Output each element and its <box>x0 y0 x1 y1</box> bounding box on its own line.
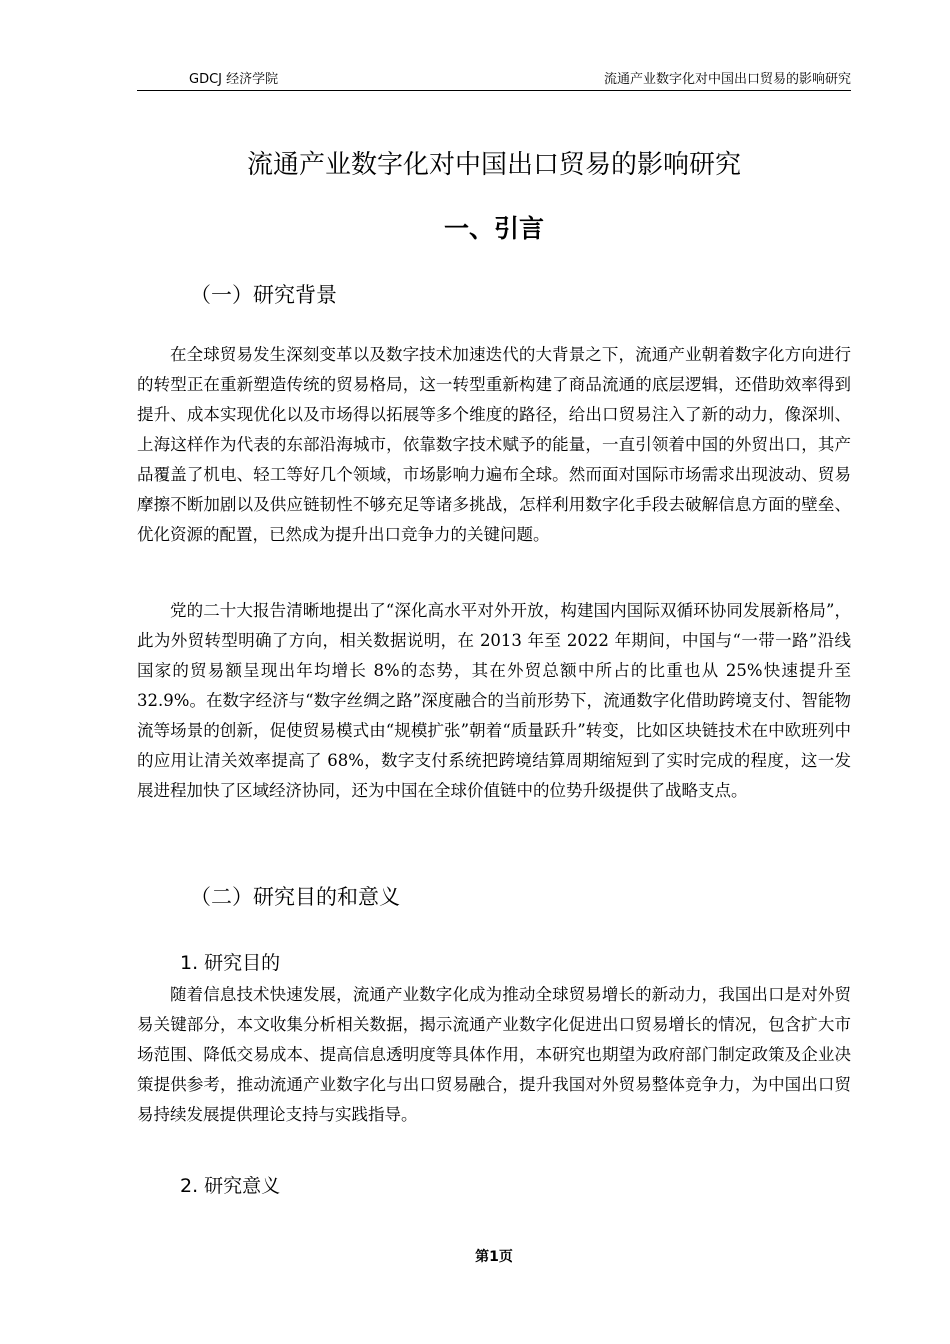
document-title: 流通产业数字化对中国出口贸易的影响研究 <box>246 150 741 180</box>
subsection-heading-purpose: 1. 研究目的 <box>180 952 281 974</box>
paragraph-background-1: 在全球贸易发生深刻变革以及数字技术加速迭代的大背景之下，流通产业朝着数字化方向进行的转型正在重新塑造传统的贸易格局，这一转型重新构建了商品流通的底层逻辑，还借助效率得到提升、成本实现优化以及市场得以拓展等多个维度的路径，给出口贸易注入了新的动力，像深圳、上海这样作为代表的东部沿海城市，依靠数字技术赋予的能量，一直引领着中国的外贸出口，其产品覆盖了机电、轻工等好几个领域，市场影响力遍布全球。然而面对国际市场需求出现波动、贸易摩擦不断加剧以及供应链韧性不够充足等诸多挑战，怎样利用数字化手段去破解信息方面的壁垒、优化资源的配置，已然成为提升出口竞争力的关键问题。 <box>137 345 851 544</box>
section-heading-purpose: （二）研究目的和意义 <box>190 885 400 909</box>
paragraph-background-2: 党的二十大报告清晰地提出了“深化高水平对外开放，构建国内国际双循环协同发展新格局”，此为外贸转型明确了方向，相关数据说明，在 2013 年至 2022 年期间，中国与“一带一路”沿线国家的贸易额呈现出年均增长 8%的态势，其在外贸总额中所占的比重也从 25%快速提升至 32.9%。在数字经济与“数字丝绸之路”深度融合的当前形势下，流通数字化借助跨境支付、智能物流等场景的创新，促使贸易模式由“规模扩张”朝着“质量跃升”转变，比如区块链技术在中欧班列中的应用让清关效率提高了 68%，数字支付系统把跨境结算周期缩短到了实时完成的程度，这一发展进程加快了区域经济协同，还为中国在全球价值链中的位势升级提供了战略支点。 <box>137 601 851 800</box>
header-institution: GDCJ 经济学院 <box>189 72 279 87</box>
chapter-heading: 一、引言 <box>443 214 544 243</box>
page-number: 第1页 <box>475 1249 513 1265</box>
section-heading-background: （一）研究背景 <box>190 283 337 307</box>
paragraph-purpose: 随着信息技术快速发展，流通产业数字化成为推动全球贸易增长的新动力，我国出口是对外贸易关键部分，本文收集分析相关数据，揭示流通产业数字化促进出口贸易增长的情况，包含扩大市场范围、降低交易成本、提高信息透明度等具体作用，本研究也期望为政府部门制定政策及企业决策提供参考，推动流通产业数字化与出口贸易融合，提升我国对外贸易整体竞争力，为中国出口贸易持续发展提供理论支持与实践指导。 <box>137 985 851 1124</box>
subsection-heading-significance: 2. 研究意义 <box>180 1175 281 1197</box>
page-header <box>137 64 851 91</box>
header-title: 流通产业数字化对中国出口贸易的影响研究 <box>603 72 851 87</box>
